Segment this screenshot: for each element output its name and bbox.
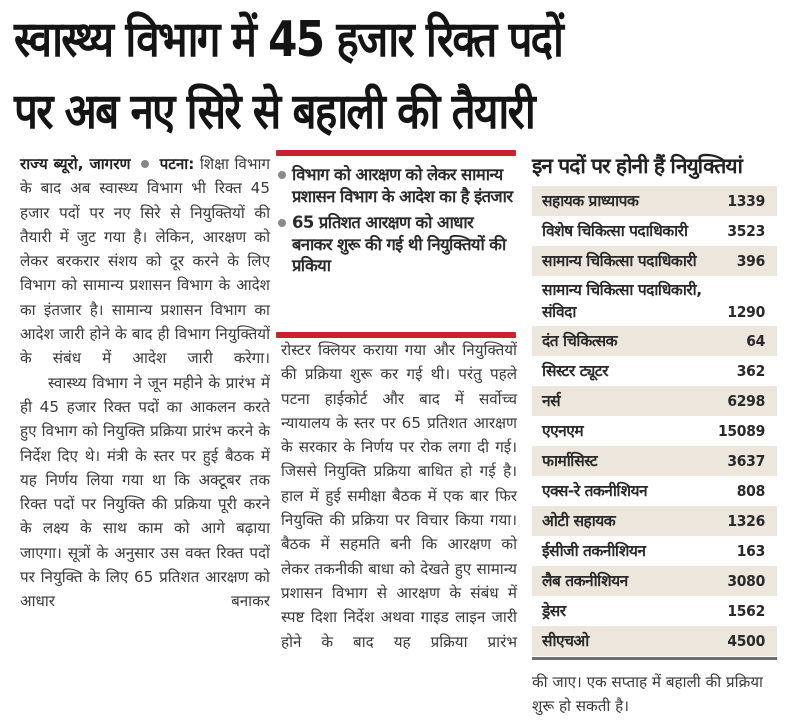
article-middle-column <box>281 338 517 654</box>
post-name: फार्मासिस्ट <box>542 452 598 470</box>
post-name: ड्रेसर <box>542 602 566 620</box>
table-row <box>532 326 777 356</box>
article-paragraph-1 <box>20 152 270 371</box>
table-row <box>532 446 777 476</box>
callout-top-rule <box>276 150 516 156</box>
table-row <box>532 386 777 416</box>
post-count: 4500 <box>727 632 765 650</box>
callout-bullet-item <box>276 164 516 207</box>
posts-table-body <box>532 186 777 656</box>
table-row <box>532 356 777 386</box>
post-count: 163 <box>736 542 765 560</box>
byline: राज्य ब्यूरो, जागरण <box>20 155 131 173</box>
table-bottom-rule <box>532 657 777 660</box>
post-name: एक्स-रे तकनीशियन <box>542 482 648 500</box>
table-row <box>532 566 777 596</box>
highlight-callout <box>276 150 516 338</box>
post-name: लैब तकनीशियन <box>542 572 628 590</box>
post-name: सिस्टर ट्यूटर <box>542 362 608 380</box>
table-row <box>532 536 777 566</box>
post-count: 3080 <box>727 572 765 590</box>
post-name: विशेष चिकित्सा पदाधिकारी <box>542 222 688 240</box>
table-row <box>532 506 777 536</box>
callout-bullet-text: 65 प्रतिशत आरक्षण को आधार बनाकर शुरू की गई थी नियुक्तियों की प्रकिया <box>292 213 506 275</box>
post-name: सीएचओ <box>542 632 589 650</box>
post-count: 362 <box>736 362 765 380</box>
post-count: 64 <box>746 332 765 350</box>
table-row <box>532 626 777 656</box>
paragraph-text: शिक्षा विभाग के बाद अब स्वास्थ्य विभाग भी रिक्त 45 हजार पदों पर नए सिरे से नियुक्तियों की तैयारी में जुट गया है। लेकिन, आरक्षण को लेकर बरकरार संशय को दूर करने के लिए विभाग को सामान्य प्रशासन विभाग के आदेश का इंतजार है। सामान्य प्रशासन विभाग का आदेश जारी होने के बाद ही विभाग नियुक्तियों के संबंध में आदेश जारी करेगा। <box>20 155 271 368</box>
post-count: 6298 <box>727 392 765 410</box>
headline-line-1: स्वास्थ्य विभाग में 45 हजार रिक्त पदों <box>14 11 563 68</box>
post-name: एएनएम <box>542 422 584 440</box>
post-count: 1562 <box>727 602 765 620</box>
post-count: 1326 <box>727 512 765 530</box>
post-count: 15089 <box>717 422 765 440</box>
table-row <box>532 216 777 246</box>
post-count: 3637 <box>727 452 765 470</box>
table-row <box>532 596 777 626</box>
table-row <box>532 476 777 506</box>
article-paragraph-2: स्वास्थ्य विभाग ने जून महीने के प्रारंभ में ही 45 हजार रिक्त पदों का आकलन करते हुए विभाग को नियुक्ति प्रक्रिया प्रारंभ करने के निर्देश दिए थे। मंत्री के स्तर पर हुई बैठक में यह निर्णय लिया गया था कि अक्टूबर तक रिक्त पदों पर नियुक्ति की प्रक्रिया पूरी करने के लक्ष्य के साथ काम को आगे बढ़ाया जाएगा। सूत्रों के अनुसार उस वक्त रिक्त पदों पर नियुक्ति के लिए 65 प्रतिशत आरक्षण को आधार बनाकर <box>20 373 270 611</box>
article-paragraph-4: की जाए। एक सप्ताह में बहाली की प्रक्रिया शुरू हो सकती है। <box>532 673 763 716</box>
post-name: ओटी सहायक <box>542 512 616 530</box>
article-paragraph-3: रोस्टर क्लियर कराया गया और नियुक्तियों की प्रक्रिया शुरू कर गई थी। परंतु पहले पटना हाईकोर्ट और बाद में सर्वोच्च न्यायालय के स्तर पर 65 प्रतिशत आरक्षण के सरकार के निर्णय पर रोक लगा दी गई। जिससे नियुक्ति प्रक्रिया बाधित हो गई है। हाल में हुई समीक्षा बैठक में एक बार फिर नियुक्ति की प्रक्रिया पर विचार किया गया। बैठक में सहमति बनी कि आरक्षण को लेकर तकनीकी बाधा को देखते हुए सामान्य प्रशासन विभाग से आरक्षण के संबंध में स्पष्ट दिशा निर्देश अथवा गाइड लाइन जारी होने के बाद यह प्रक्रिया प्रारंभ <box>281 341 517 651</box>
bullet-dot-icon <box>278 171 286 179</box>
posts-table-title: इन पदों पर होनी हैं नियुक्तियां <box>532 154 742 178</box>
callout-bullet-text: विभाग को आरक्षण को लेकर सामान्य प्रशासन विभाग के आदेश का है इंतजार <box>292 165 513 206</box>
post-name: सहायक प्राध्यापक <box>542 192 639 210</box>
post-count: 396 <box>736 252 765 270</box>
table-row <box>532 246 777 276</box>
post-name: सामान्य चिकित्सा पदाधिकारी, संविदा <box>542 281 702 321</box>
headline-line-2: पर अब नए सिरे से बहाली की तैयारी <box>14 83 535 140</box>
bullet-dot-icon <box>278 219 286 227</box>
post-name: सामान्य चिकित्सा पदाधिकारी <box>542 252 697 270</box>
headline <box>14 4 693 148</box>
bullet-separator-icon <box>141 160 149 168</box>
posts-table <box>532 152 777 660</box>
post-name: ईसीजी तकनीशियन <box>542 542 646 560</box>
post-name: नर्स <box>542 392 561 410</box>
table-row <box>532 186 777 216</box>
table-row <box>532 416 777 446</box>
callout-bullet-item <box>276 212 516 277</box>
post-count: 808 <box>736 482 765 500</box>
post-count: 3523 <box>727 222 765 240</box>
dateline: पटना: <box>159 155 195 173</box>
table-row <box>532 276 777 326</box>
article-left-column <box>20 152 270 614</box>
post-count: 1290 <box>727 303 765 321</box>
post-name: दंत चिकित्सक <box>542 332 618 350</box>
article-right-tail <box>532 670 777 719</box>
callout-bullets <box>276 164 516 277</box>
post-count: 1339 <box>727 192 765 210</box>
